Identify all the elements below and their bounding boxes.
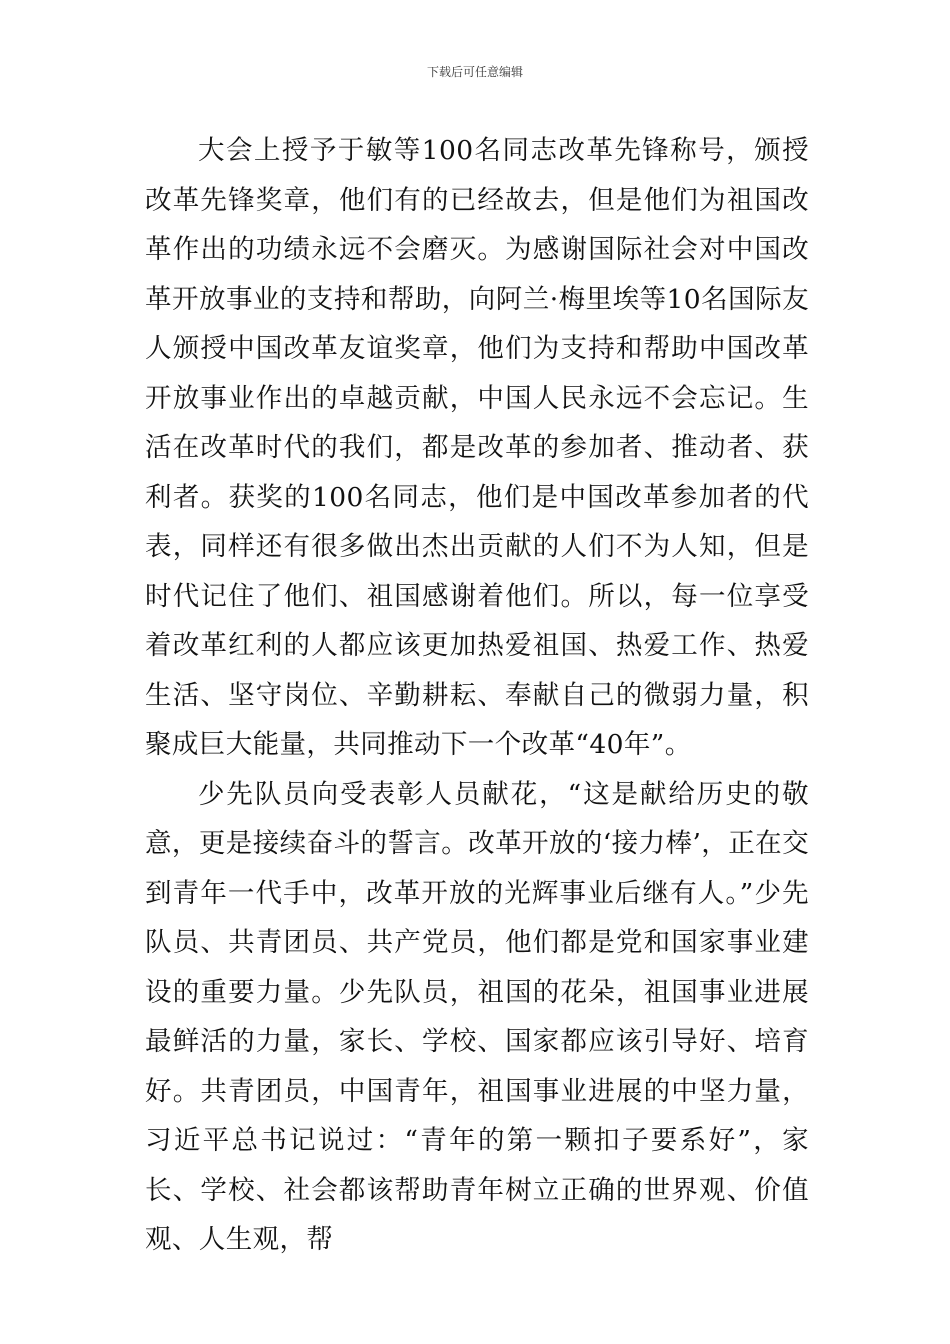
paragraph-2: 少先队员向受表彰人员献花，“这是献给历史的敬意，更是接续奋斗的誓言。改革开放的‘接力棒’，正在交到青年一代手中，改革开放的光辉事业后继有人。”少先队员、共青团员、共产党员，他们都是党和国家事业建设的重要力量。少先队员，祖国的花朵，祖国事业进展最鲜活的力量，家长、学校、国家都应该引导好、培育好。共青团员，中国青年，祖国事业进展的中坚力量，习近平总书记说过：“青年的第一颗扣子要系好”，家长、学校、社会都该帮助青年树立正确的世界观、价值观、人生观，帮	[145, 778, 809, 1255]
document-body	[145, 126, 809, 1265]
page-header: 下载后可任意编辑	[426, 65, 523, 79]
paragraph-1: 大会上授予于敏等100名同志改革先锋称号，颁授改革先锋奖章，他们有的已经故去，但是他们为祖国改革作出的功绩永远不会磨灭。为感谢国际社会对中国改革开放事业的支持和帮助，向阿兰·梅里埃等10名国际友人颁授中国改革友谊奖章，他们为支持和帮助中国改革开放事业作出的卓越贡献，中国人民永远不会忘记。生活在改革时代的我们，都是改革的参加者、推动者、获利者。获奖的100名同志，他们是中国改革参加者的代表，同样还有很多做出杰出贡献的人们不为人知，但是时代记住了他们、祖国感谢着他们。所以，每一位享受着改革红利的人都应该更加热爱祖国、热爱工作、热爱生活、坚守岗位、辛勤耕耘、奉献自己的微弱力量，积聚成巨大能量，共同推动下一个改革“40年”。	[145, 135, 809, 760]
